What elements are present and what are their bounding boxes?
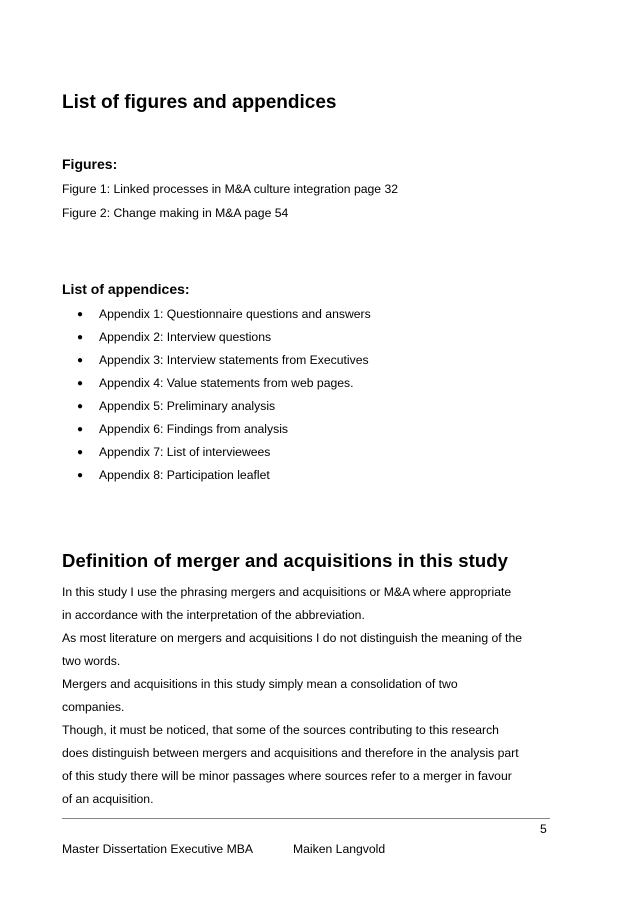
bullet-icon: ● [77,470,84,481]
appendix-item: Appendix 3: Interview statements from Executives [99,353,369,367]
bullet-icon: ● [77,309,84,320]
body-line: In this study I use the phrasing mergers and acquisitions or M&A where appropriate [62,585,512,599]
footer-left: Master Dissertation Executive MBA [62,842,254,856]
bullet-icon: ● [77,378,84,389]
appendix-item: Appendix 6: Findings from analysis [99,422,289,436]
appendix-item: Appendix 1: Questionnaire questions and answers [99,307,371,321]
footer-right: Maiken Langvold [293,842,386,856]
appendix-item: Appendix 5: Preliminary analysis [99,399,276,413]
body-line: Mergers and acquisitions in this study simply mean a consolidation of two [62,677,458,691]
page-title: List of figures and appendices [62,92,337,113]
bullet-icon: ● [77,355,84,366]
appendix-item: Appendix 2: Interview questions [99,330,272,344]
appendix-item: Appendix 4: Value statements from web pages. [99,376,354,390]
bullet-icon: ● [77,424,84,435]
figure-item: Figure 2: Change making in M&A page 54 [62,206,289,220]
appendices-heading: List of appendices: [62,281,190,297]
appendix-item: Appendix 7: List of interviewees [99,445,271,459]
body-line: in accordance with the interpretation of the abbreviation. [62,608,365,622]
bullet-icon: ● [77,332,84,343]
footer-divider [62,818,550,819]
body-line: companies. [62,700,125,714]
body-line: two words. [62,654,121,668]
body-line: does distinguish between mergers and acquisitions and therefore in the analysis part [62,746,519,760]
bullet-icon: ● [77,401,84,412]
bullet-icon: ● [77,447,84,458]
page-number: 5 [540,822,547,836]
section-heading: Definition of merger and acquisitions in this study [62,550,509,571]
body-line: of this study there will be minor passages where sources refer to a merger in favour [62,769,512,783]
body-line: of an acquisition. [62,792,154,806]
body-line: As most literature on mergers and acquisitions I do not distinguish the meaning of the [62,631,522,645]
body-line: Though, it must be noticed, that some of the sources contributing to this research [62,723,499,737]
appendix-item: Appendix 8: Participation leaflet [99,468,270,482]
figures-heading: Figures: [62,156,118,172]
figure-item: Figure 1: Linked processes in M&A culture integration page 32 [62,182,399,196]
